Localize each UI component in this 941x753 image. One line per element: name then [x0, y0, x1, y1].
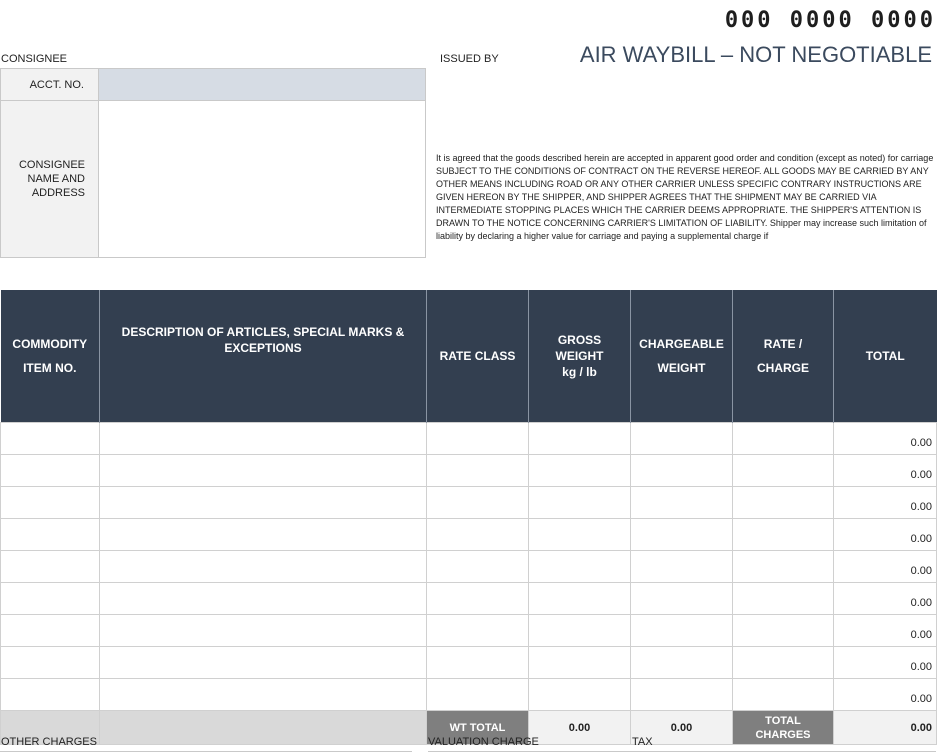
header-description-text: DESCRIPTION OF ARTICLES, SPECIAL MARKS & EXCEPTIONS	[121, 325, 405, 355]
table-row	[1, 679, 937, 711]
chargeable-weight-cell[interactable]	[631, 551, 733, 583]
total-charges-label-line1: TOTAL	[765, 714, 801, 727]
rate-charge-cell[interactable]	[733, 583, 834, 615]
chargeable-weight-cell[interactable]	[631, 679, 733, 711]
commodity-cell[interactable]	[1, 551, 100, 583]
table-row	[1, 519, 937, 551]
gross-weight-cell[interactable]	[529, 455, 631, 487]
chargeable-weight-cell[interactable]	[631, 487, 733, 519]
rate-charge-cell[interactable]	[733, 519, 834, 551]
table-row	[1, 551, 937, 583]
issued-by-label: ISSUED BY	[440, 53, 499, 65]
other-charges-underline	[0, 751, 412, 752]
chargeable-weight-cell[interactable]	[631, 647, 733, 679]
rate-charge-cell[interactable]	[733, 487, 834, 519]
row-total-cell: 0.00	[834, 615, 937, 647]
table-row	[1, 583, 937, 615]
wt-total-label: WT TOTAL	[427, 711, 529, 745]
acct-no-field[interactable]	[99, 68, 426, 101]
rate-class-cell[interactable]	[427, 455, 529, 487]
rate-class-cell[interactable]	[427, 679, 529, 711]
consignee-name-label	[0, 101, 99, 258]
rate-class-cell[interactable]	[427, 519, 529, 551]
commodity-cell[interactable]	[1, 679, 100, 711]
chargeable-weight-cell[interactable]	[631, 423, 733, 455]
awb-number: 000 0000 0000	[724, 8, 936, 33]
chargeable-weight-cell[interactable]	[631, 583, 733, 615]
total-charges-value: 0.00	[834, 711, 937, 745]
description-cell[interactable]	[100, 583, 427, 615]
gross-weight-cell[interactable]	[529, 615, 631, 647]
rate-charge-cell[interactable]	[733, 679, 834, 711]
header-rate-charge	[733, 290, 834, 423]
chargeable-weight-cell[interactable]	[631, 519, 733, 551]
chargeable-weight-total: 0.00	[631, 711, 733, 745]
header-gross-line1: GROSS	[557, 333, 602, 347]
header-description	[100, 290, 427, 423]
rate-charge-cell[interactable]	[733, 455, 834, 487]
consignee-name-label-text: CONSIGNEE NAME AND ADDRESS	[18, 159, 85, 199]
commodity-cell[interactable]	[1, 647, 100, 679]
header-gross-line2: WEIGHT	[555, 349, 604, 363]
table-row	[1, 487, 937, 519]
description-cell[interactable]	[100, 487, 427, 519]
commodity-cell[interactable]	[1, 519, 100, 551]
gross-weight-cell[interactable]	[529, 551, 631, 583]
acct-no-label	[0, 68, 99, 101]
gross-weight-cell[interactable]	[529, 647, 631, 679]
rate-class-cell[interactable]	[427, 551, 529, 583]
commodity-cell[interactable]	[1, 423, 100, 455]
description-cell[interactable]	[100, 647, 427, 679]
header-gross-line3: kg / lb	[562, 365, 597, 379]
description-cell[interactable]	[100, 615, 427, 647]
description-cell[interactable]	[100, 551, 427, 583]
row-total-cell: 0.00	[834, 679, 937, 711]
rate-class-cell[interactable]	[427, 615, 529, 647]
header-chargeable-line1: CHARGEABLE	[639, 337, 724, 351]
tax-label: TAX	[632, 736, 653, 748]
gross-weight-cell[interactable]	[529, 487, 631, 519]
other-charges-label: OTHER CHARGES	[1, 736, 97, 748]
row-total-cell: 0.00	[834, 647, 937, 679]
gross-weight-cell[interactable]	[529, 679, 631, 711]
header-total-text: TOTAL	[865, 349, 905, 363]
table-row	[1, 647, 937, 679]
rate-charge-cell[interactable]	[733, 423, 834, 455]
table-row	[1, 423, 937, 455]
header-gross-weight	[529, 290, 631, 423]
acct-no-label-text: ACCT. NO.	[29, 78, 84, 91]
chargeable-weight-cell[interactable]	[631, 455, 733, 487]
description-cell[interactable]	[100, 519, 427, 551]
commodity-cell[interactable]	[1, 583, 100, 615]
rate-class-cell[interactable]	[427, 487, 529, 519]
consignee-name-field[interactable]	[99, 101, 426, 258]
rate-class-cell[interactable]	[427, 423, 529, 455]
row-total-cell: 0.00	[834, 519, 937, 551]
rate-class-cell[interactable]	[427, 583, 529, 615]
gross-weight-total: 0.00	[529, 711, 631, 745]
chargeable-weight-cell[interactable]	[631, 615, 733, 647]
header-chargeable-weight	[631, 290, 733, 423]
terms-text: It is agreed that the goods described herein are accepted in apparent good order and condition (except as noted) for carriage SUBJECT TO THE CONDITIONS OF CONTRACT ON THE REVERSE HEREOF. ALL GOODS MAY BE CARRIED BY ANY OTHER MEANS INCLUDING ROAD OR ANY OTHER CARRIER UNLESS SPECIFIC CONTRARY INSTRUCTIONS ARE GIVEN HEREON BY THE SHIPPER, AND SHIPPER AGREES THAT THE SHIPMENT MAY BE CARRIED VIA INTERMEDIATE STOPPING PLACES WHICH THE CARRIER DEEMS APPROPRIATE. THE SHIPPER'S ATTENTION IS DRAWN TO THE NOTICE CONCERNING CARRIER'S LIMITATION OF LIABILITY. Shipper may increase such limitation of liability by declaring a higher value for carriage and paying a supplemental charge if	[436, 153, 934, 241]
consignee-section-label: CONSIGNEE	[1, 53, 68, 65]
commodity-cell[interactable]	[1, 455, 100, 487]
row-total-cell: 0.00	[834, 487, 937, 519]
header-rate-line1: RATE /	[763, 337, 803, 351]
items-table	[0, 290, 937, 745]
rate-charge-cell[interactable]	[733, 615, 834, 647]
header-rate-class-text: RATE CLASS	[439, 349, 516, 363]
header-chargeable-line2: WEIGHT	[657, 361, 706, 375]
valuation-underline	[428, 751, 936, 752]
description-cell[interactable]	[100, 679, 427, 711]
total-charges-label	[733, 711, 834, 745]
gross-weight-cell[interactable]	[529, 519, 631, 551]
rate-charge-cell[interactable]	[733, 551, 834, 583]
gross-weight-cell[interactable]	[529, 423, 631, 455]
row-total-cell: 0.00	[834, 583, 937, 615]
header-commodity	[1, 290, 100, 423]
gross-weight-cell[interactable]	[529, 583, 631, 615]
summary-blank-cell	[100, 711, 427, 745]
page-title: AIR WAYBILL – NOT NEGOTIABLE	[579, 42, 932, 67]
row-total-cell: 0.00	[834, 551, 937, 583]
commodity-cell[interactable]	[1, 487, 100, 519]
rate-charge-cell[interactable]	[733, 647, 834, 679]
table-row	[1, 615, 937, 647]
description-cell[interactable]	[100, 423, 427, 455]
header-total	[834, 290, 937, 423]
valuation-charge-label: VALUATION CHARGE	[428, 736, 539, 748]
row-total-cell: 0.00	[834, 455, 937, 487]
header-commodity-line1: COMMODITY	[12, 337, 88, 351]
commodity-cell[interactable]	[1, 615, 100, 647]
description-cell[interactable]	[100, 455, 427, 487]
row-total-cell: 0.00	[834, 423, 937, 455]
header-rate-line2: CHARGE	[756, 361, 809, 375]
table-row	[1, 455, 937, 487]
header-commodity-line2: ITEM NO.	[23, 361, 77, 375]
header-rate-class	[427, 290, 529, 423]
rate-class-cell[interactable]	[427, 647, 529, 679]
total-charges-label-line2: CHARGES	[755, 728, 811, 741]
table-header-row	[1, 290, 937, 423]
